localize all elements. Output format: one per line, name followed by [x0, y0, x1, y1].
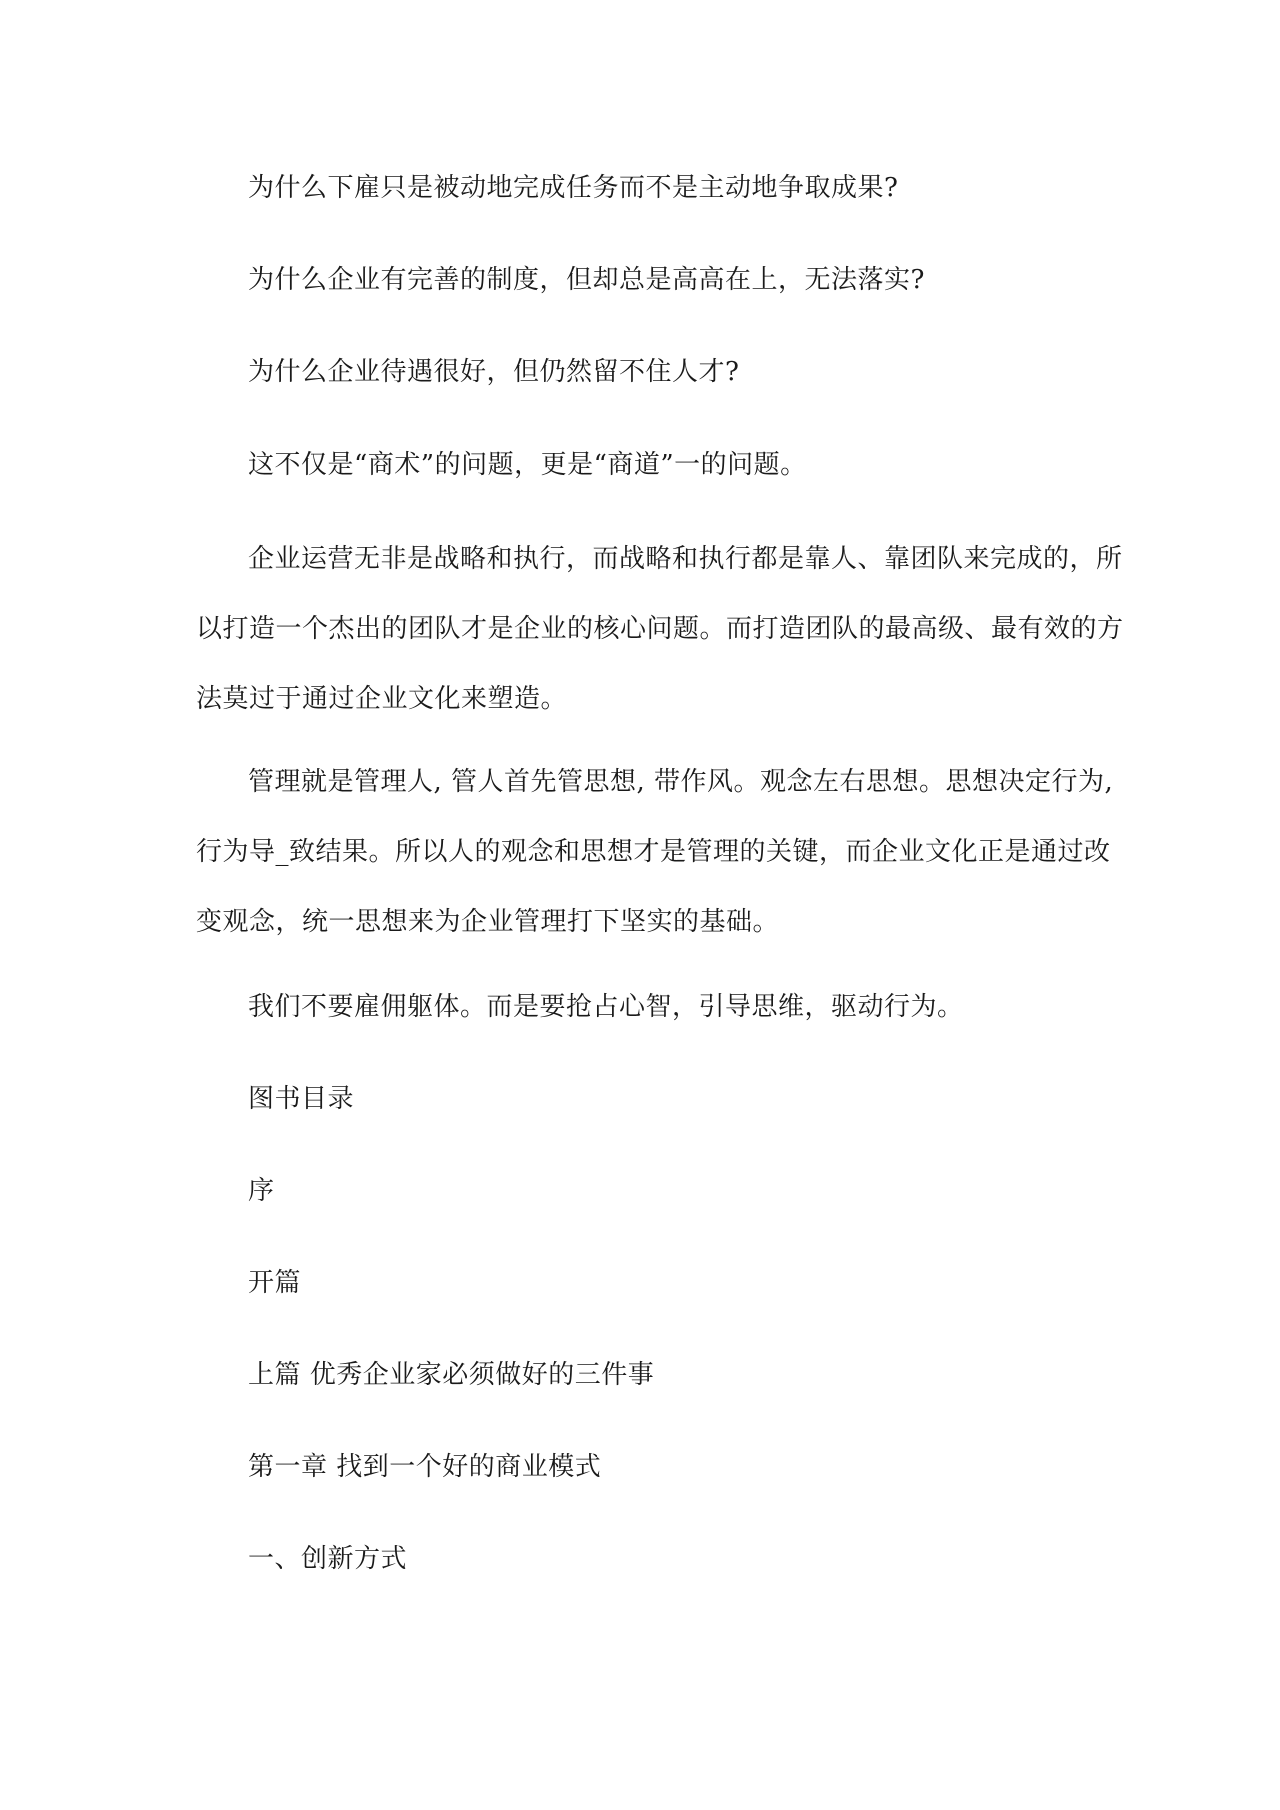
toc-item: 一、创新方式: [248, 1544, 408, 1574]
paragraph-management: [196, 767, 1114, 937]
paragraph-line: 法莫过于通过企业文化来塑造。: [196, 684, 568, 714]
statement: 这不仅是“商术”的问题，更是“商道”一的问题。: [248, 450, 807, 480]
toc-item: 第一章 找到一个好的商业模式: [248, 1452, 602, 1482]
paragraph-line: 行为导_致结果。所以人的观念和思想才是管理的关键，而企业文化正是通过改: [196, 837, 1111, 867]
question-3: 为什么企业待遇很好，但仍然留不住人才?: [248, 357, 740, 387]
toc-item: 上篇 优秀企业家必须做好的三件事: [248, 1360, 655, 1390]
question-1: 为什么下雇只是被动地完成任务而不是主动地争取成果?: [248, 173, 899, 203]
paragraph-line: 管理就是管理人, 管人首先管思想, 带作风。观念左右思想。思想决定行为,: [248, 767, 1114, 797]
toc-item: 序: [248, 1176, 275, 1206]
paragraph-line: 企业运营无非是战略和执行，而战略和执行都是靠人、靠团队来完成的，所: [248, 544, 1123, 574]
paragraph-strategy: [196, 544, 1124, 714]
toc-heading: 图书目录: [248, 1084, 355, 1114]
paragraph-line: 以打造一个杰出的团队才是企业的核心问题。而打造团队的最高级、最有效的方: [196, 614, 1124, 644]
slogan: 我们不要雇佣躯体。而是要抢占心智，引导思维，驱动行为。: [248, 992, 964, 1022]
question-2: 为什么企业有完善的制度，但却总是高高在上，无法落实?: [248, 265, 925, 295]
paragraph-line: 变观念，统一思想来为企业管理打下坚实的基础。: [196, 907, 780, 937]
toc-item: 开篇: [248, 1268, 302, 1298]
